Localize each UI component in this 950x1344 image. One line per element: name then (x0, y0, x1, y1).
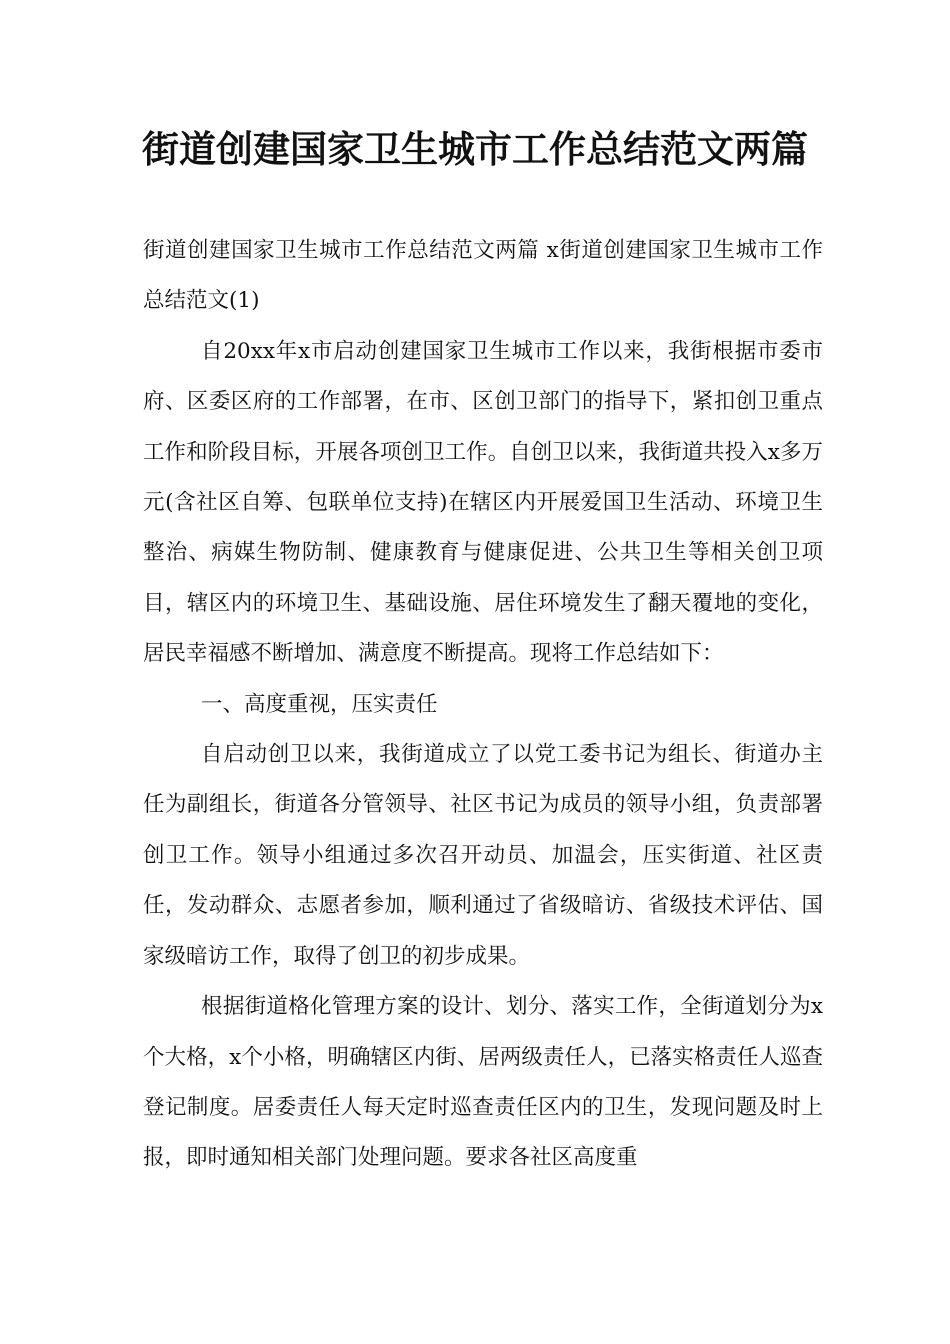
paragraph-grid-management: 根据街道格化管理方案的设计、划分、落实工作，全街道划分为x个大格，x个小格，明确辖区内街、居两级责任人，已落实格责任人巡查登记制度。居委责任人每天定时巡查责任区内的卫生，发现问题及时上报，即时通知相关部门处理问题。要求各社区高度重 (143, 994, 823, 1171)
document-body (143, 226, 823, 1184)
document-title: 街道创建国家卫生城市工作总结范文两篇 (142, 128, 808, 171)
paragraph-leadership: 自启动创卫以来，我街道成立了以党工委书记为组长、街道办主任为副组长，街道各分管领导、社区书记为成员的领导小组，负责部署创卫工作。领导小组通过多次召开动员、加温会，压实街道、社区责任，发动群众、志愿者参加，顺利通过了省级暗访、省级技术评估、国家级暗访工作，取得了创卫的初步成果。 (143, 742, 823, 969)
paragraph-intro: 街道创建国家卫生城市工作总结范文两篇 x街道创建国家卫生城市工作总结范文(1) (143, 238, 823, 314)
section-heading-1: 一、高度重视，压实责任 (201, 691, 438, 717)
paragraph-overview: 自20xx年x市启动创建国家卫生城市工作以来，我街根据市委市府、区委区府的工作部署，在市、区创卫部门的指导下，紧扣创卫重点工作和阶段目标，开展各项创卫工作。自创卫以来，我街道共投入x多万元(含社区自筹、包联单位支持)在辖区内开展爱国卫生活动、环境卫生整治、病媒生物防制、健康教育与健康促进、公共卫生等相关创卫项目，辖区内的环境卫生、基础设施、居住环境发生了翻天覆地的变化，居民幸福感不断增加、满意度不断提高。现将工作总结如下： (143, 338, 823, 667)
